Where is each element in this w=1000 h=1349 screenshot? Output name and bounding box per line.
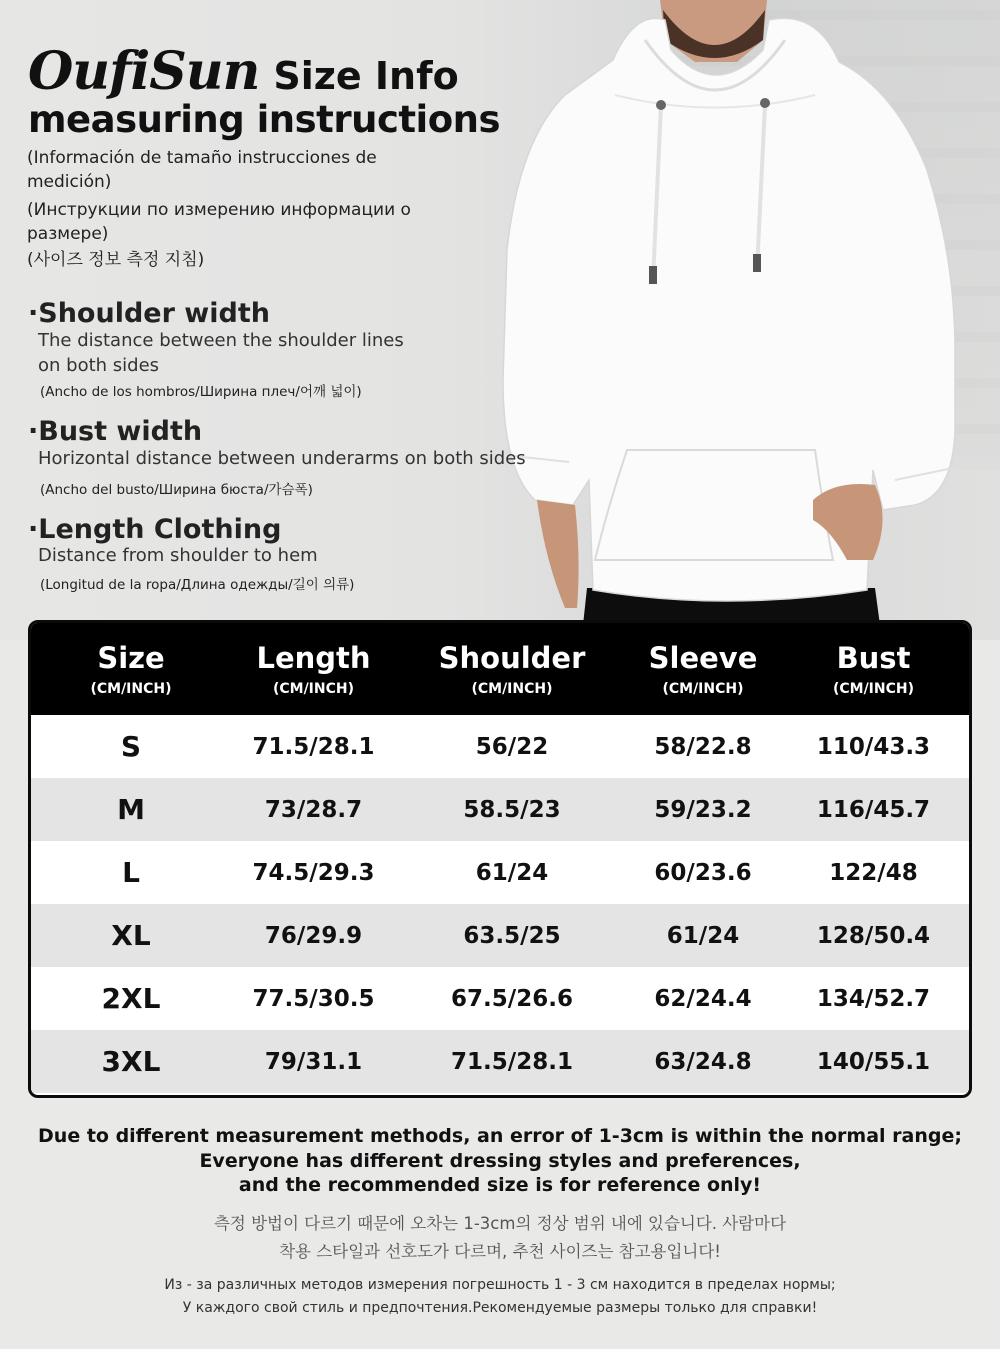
measuring-subtitle: measuring instructions <box>28 98 501 141</box>
korean-translation: (사이즈 정보 측정 지침) <box>27 250 205 270</box>
length-clothing-description: Distance from shoulder to hem <box>38 545 318 566</box>
shoulder-width-description: The distance between the shoulder lines on both sides <box>38 330 404 376</box>
table-body <box>31 715 969 1093</box>
model-hoodie-photo <box>495 0 965 625</box>
notice-korean: 측정 방법이 다르기 때문에 오차는 1-3cm의 정상 범위 내에 있습니다. 사람마다 착용 스타일과 선호도가 다르며, 추천 사이즈는 참고용입니다! <box>213 1214 787 1261</box>
header-shoulder: Shoulder (CM/INCH) <box>438 641 586 697</box>
table-row: M 73/28.7 58.5/23 59/23.2 116/45.7 <box>31 778 969 841</box>
size-chart-table <box>28 620 972 1098</box>
bust-width-translation: (Ancho del busto/Ширина бюста/가슴폭) <box>40 482 313 498</box>
shoulder-width-title: ·Shoulder width <box>28 298 270 329</box>
header-sleeve: Sleeve (CM/INCH) <box>648 641 758 697</box>
length-clothing-translation: (Longitud de la ropa/Длина одежды/길이 의류) <box>40 577 355 593</box>
notice-english: Due to different measurement methods, an error of 1-3cm is within the normal range; Everyone has different dressing styles and preferences, and the recommended size is for reference only! <box>38 1125 962 1196</box>
notice-russian: Из - за различных методов измерения погрешность 1 - 3 см находится в пределах нормы; У каждого свой стиль и предпочтения.Рекомендуемые размеры только для справки! <box>164 1277 836 1316</box>
russian-translation: (Инструкции по измерению информации о размере) <box>27 200 411 244</box>
table-row: S 71.5/28.1 56/22 58/22.8 110/43.3 <box>31 715 969 778</box>
bust-width-description: Horizontal distance between underarms on both sides <box>38 448 526 469</box>
length-clothing-title: ·Length Clothing <box>28 514 282 545</box>
brand-logo: OufiSun <box>28 41 260 102</box>
table-row: L 74.5/29.3 61/24 60/23.6 122/48 <box>31 841 969 904</box>
header-length: Length (CM/INCH) <box>256 641 371 697</box>
shoulder-width-translation: (Ancho de los hombros/Ширина плеч/어깨 넓이) <box>40 384 362 400</box>
header-bust: Bust (CM/INCH) <box>832 641 915 697</box>
bust-width-title: ·Bust width <box>28 416 203 447</box>
size-info-title: Size Info <box>273 54 459 98</box>
brand-header <box>28 30 459 102</box>
table-header <box>31 623 969 715</box>
spanish-translation: (Información de tamaño instrucciones de medición) <box>27 148 377 192</box>
header-size: Size (CM/INCH) <box>90 641 172 697</box>
table-row: XL 76/29.9 63.5/25 61/24 128/50.4 <box>31 904 969 967</box>
table-row: 3XL 79/31.1 71.5/28.1 63/24.8 140/55.1 <box>31 1030 969 1093</box>
table-row: 2XL 77.5/30.5 67.5/26.6 62/24.4 134/52.7 <box>31 967 969 1030</box>
